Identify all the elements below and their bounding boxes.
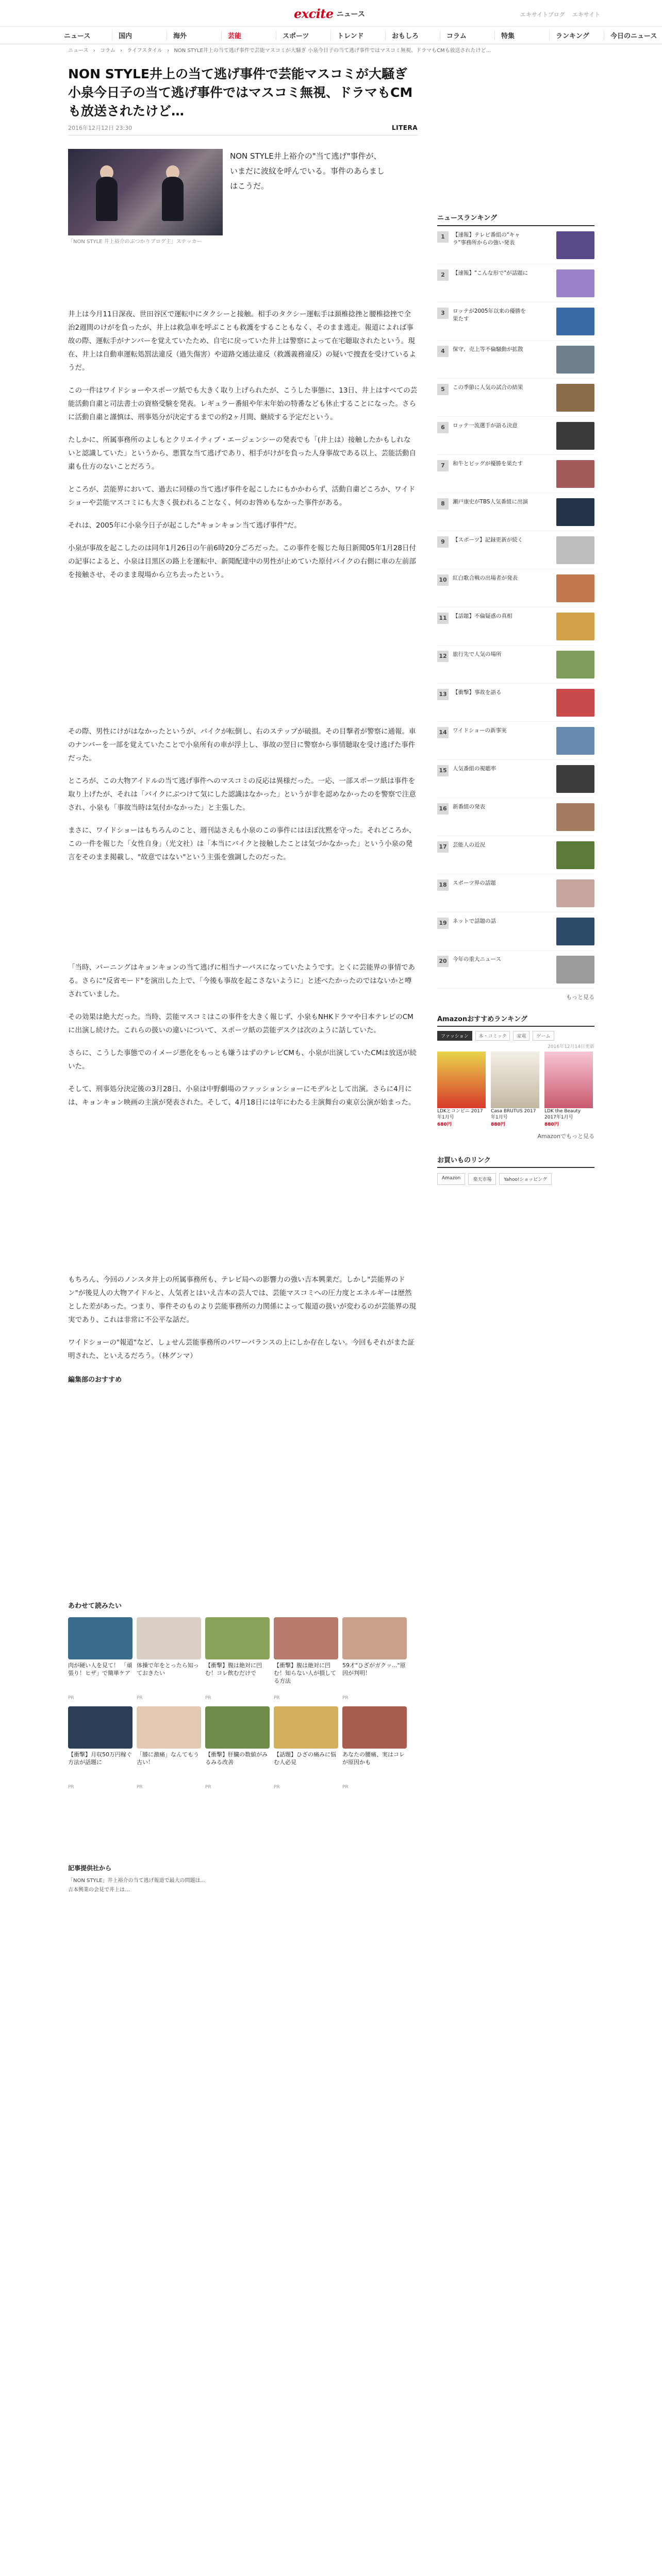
related-text: あなたの腰痛、実はコレが原因かも	[342, 1751, 405, 1766]
editor-recommend-title: 編集部のおすすめ	[68, 1376, 122, 1384]
ranking-thumb	[556, 879, 594, 907]
amazon-cover	[491, 1052, 539, 1108]
ranking-text: 【話題】不倫疑惑の真相	[453, 613, 512, 619]
ranking-title: ニュースランキング	[437, 212, 594, 226]
amazon-cover	[437, 1052, 486, 1108]
ranking-number: 3	[437, 308, 449, 319]
ranking-number: 10	[437, 574, 449, 586]
ranking-number: 14	[437, 727, 449, 738]
ranking-number: 16	[437, 803, 449, 815]
amazon-tab[interactable]: ゲーム	[533, 1031, 554, 1041]
related-src: PR	[137, 1696, 143, 1701]
footer-link[interactable]: 吉本興業の会見で井上は…	[68, 1887, 130, 1893]
ranking-text: 【衝撃】事故を語る	[453, 689, 502, 696]
related-text: 【衝撃】腹は絶対に凹む！コレ飲むだけで	[205, 1662, 262, 1676]
ranking-number: 5	[437, 384, 449, 395]
ranking-thumb	[556, 765, 594, 793]
ranking-thumb	[556, 269, 594, 297]
ranking-item[interactable]	[437, 379, 594, 417]
amazon-title-text: Amazonおすすめランキング	[437, 1015, 527, 1023]
nav-item-sports[interactable]: スポーツ	[276, 30, 331, 40]
article-lead	[68, 149, 418, 246]
related-thumb	[342, 1617, 407, 1659]
amazon-item[interactable]	[437, 1052, 486, 1128]
amazon-cover	[544, 1052, 593, 1108]
related-card[interactable]	[68, 1706, 133, 1791]
ranking-more-link[interactable]: もっと見る	[566, 994, 594, 1001]
related-thumb	[274, 1617, 338, 1659]
ranking-number: 7	[437, 460, 449, 471]
related-thumb	[137, 1706, 201, 1749]
related-text: 【話題】ひざの痛みに悩む人必見	[274, 1751, 336, 1766]
lead-text: NON STYLE井上裕介の"当て逃げ"事件が、いまだに波紋を呼んでいる。事件のあらましはこうだ。	[230, 151, 385, 191]
article-paragraph: まさに、ワイドショーはもちろんのこと、週刊誌さえも小泉のこの事件にはほぼ沈黙を守った。それどころか、この一件を報じた「女性自身」（光文社）は「本当にバイクと接触したことは気づかなかった」という小泉の発言をそのまま掲載し、"故意ではない"という主張を強調したのだった。	[68, 826, 416, 861]
related-card[interactable]	[274, 1706, 338, 1791]
ranking-item[interactable]	[437, 455, 594, 493]
spacer	[68, 1791, 418, 1863]
ranking-text: ネットで話題の話	[453, 918, 496, 924]
related-grid	[68, 1617, 418, 1791]
ranking-text: ロッテ一流選手が語る決意	[453, 422, 518, 429]
amazon-date: 2016年12月14日更新	[548, 1044, 594, 1049]
amazon-tab[interactable]: 家電	[513, 1031, 529, 1041]
nav-item-feature[interactable]: 特集	[495, 30, 550, 40]
ranking-text: 和牛とビッグが優勝を果たす	[453, 461, 523, 467]
ranking-text: 今年の重大ニュース	[453, 956, 501, 962]
amazon-item-price: 680円	[437, 1122, 452, 1127]
amazon-items	[437, 1052, 594, 1128]
related-card[interactable]	[274, 1617, 338, 1702]
ranking-thumb	[556, 651, 594, 679]
shop-title: お買いものリンク	[437, 1155, 594, 1168]
article-date: 2016年12月12日 23:30	[68, 125, 133, 131]
logo-main: excite	[294, 6, 334, 21]
ranking-number: 2	[437, 269, 449, 281]
sidebar	[437, 58, 594, 1185]
amazon-item-title: LDKとコンビニ 2017年1月号	[437, 1109, 483, 1120]
nav-item-news[interactable]: ニュース	[58, 30, 112, 40]
header-link-excite[interactable]: エキサイト	[572, 11, 600, 18]
ranking-number: 20	[437, 956, 449, 967]
article-paragraph: ところが、芸能界において、過去に同様の当て逃げ事件を起こしたにもかかわらず、活動自粛どころか、ワイドショーや芸能マスコミにも大きく扱われることなく、何のお咎めもなかった事件がある。	[68, 485, 416, 507]
nav-item-domestic[interactable]: 国内	[112, 30, 167, 40]
inline-ad-space	[68, 1109, 418, 1264]
amazon-tab[interactable]: 本・コミック	[475, 1031, 510, 1041]
related-card[interactable]	[205, 1617, 270, 1702]
related-thumb	[68, 1617, 133, 1659]
recommend-space	[68, 1384, 418, 1600]
ranking-thumb	[556, 918, 594, 945]
site-header	[0, 0, 662, 27]
ranking-thumb	[556, 803, 594, 831]
shop-link-rakuten[interactable]: 楽天市場	[468, 1173, 496, 1185]
article-paragraph: その効果は絶大だった。当時、芸能マスコミはこの事件を大きく報じず、小泉もNHKドラマや日本テレビのCMに出演し続けた。これらの扱いの違いについて、スポーツ紙の芸能デスクは次のように話していた。	[68, 1013, 413, 1035]
ranking-text: 新番組の発表	[453, 804, 485, 810]
ranking-item[interactable]	[437, 722, 594, 760]
ranking-item[interactable]	[437, 531, 594, 569]
header-links	[520, 10, 600, 19]
ranking-text: 【速報】テレビ番組の"キャラ"事務所からの強い発表	[453, 232, 520, 246]
ranking-thumb	[556, 231, 594, 259]
breadcrumb-item[interactable]: コラム	[100, 48, 115, 54]
nav-item-overseas[interactable]: 海外	[167, 30, 222, 40]
footer-links	[68, 1876, 418, 1895]
ranking-item[interactable]	[437, 951, 594, 989]
ranking-thumb	[556, 346, 594, 374]
amazon-item-title: Casa BRUTUS 2017年1月号	[491, 1109, 536, 1120]
related-thumb	[137, 1617, 201, 1659]
ranking-number: 1	[437, 231, 449, 243]
related-thumb	[342, 1706, 407, 1749]
related-text: 【衝撃】月収50万円稼ぐ方法が話題に	[68, 1751, 132, 1766]
ranking-text: 旅行先で人気の場所	[453, 651, 502, 657]
main-nav	[0, 27, 662, 44]
ranking-thumb	[556, 689, 594, 717]
related-card[interactable]	[342, 1706, 407, 1791]
article-paragraph: もちろん、今回のノンスタ井上の所属事務所も、テレビ局への影響力の強い吉本興業だ。しかし"芸能界のドン"が後見人の大物アイドルと、人気者とはいえ吉本の芸人では、芸能マスコミへの圧力度とエネルギーは歴然とした差があった。つまり、事件そのものより芸能事務所の力関係によって報道の扱いが変わるのが芸能界の現実であり、これは非常に不公平な話だ。	[68, 1276, 416, 1324]
related-card[interactable]	[68, 1617, 133, 1702]
spacer	[437, 1140, 594, 1155]
related-src: PR	[342, 1696, 349, 1701]
ranking-text: 紅白歌合戦の出場者が発表	[453, 575, 518, 581]
ranking-number: 11	[437, 613, 449, 624]
ranking-item[interactable]	[437, 646, 594, 684]
breadcrumb-item[interactable]: ニュース	[68, 48, 89, 54]
nav-item-column[interactable]: コラム	[440, 30, 495, 40]
ranking-number: 13	[437, 689, 449, 700]
related-src: PR	[274, 1785, 280, 1790]
article-paragraph: それは、2005年に小泉今日子が起こした"キョンキョン当て逃げ事件"だ。	[68, 521, 301, 530]
related-src: PR	[68, 1696, 74, 1701]
article-paragraph: 井上は今月11日深夜、世田谷区で運転中にタクシーと接触。相手のタクシー運転手は頚椎捻挫と腰椎捻挫で全治2週間のけがを負ったが、井上は救急車を呼ぶことも救護をすることもなく、そのまま逃走。報道によれば事故の際、運転手がナンバーを覚えていたため、自宅に戻っていた井上は警察によって在宅聴取されたという。現在、井上は自動車運転処罰法違反（過失傷害）や道路交通法違反（救護義務違反）の疑いで捜査を受けているようだ。	[68, 310, 416, 372]
ranking-thumb	[556, 956, 594, 984]
ranking-item[interactable]	[437, 760, 594, 798]
related-text: 「膝に激痛」なんてもう古い！	[137, 1751, 199, 1766]
ranking-thumb	[556, 498, 594, 526]
shop-link-amazon[interactable]: Amazon	[437, 1173, 465, 1185]
main-column	[68, 58, 418, 1895]
ranking-text: スポーツ界の話題	[453, 880, 496, 886]
ranking-thumb	[556, 727, 594, 755]
amazon-item-title: LDK the Beauty 2017年1月号	[544, 1109, 581, 1120]
ranking-text: 保守、売上等不倫騒動が拡散	[453, 346, 523, 352]
inline-ad-space	[68, 582, 418, 716]
related-card[interactable]	[137, 1706, 201, 1791]
ranking-number: 17	[437, 841, 449, 853]
ranking-item[interactable]	[437, 684, 594, 722]
ranking-text: 【速報】"こんな形で"が話題に	[453, 270, 528, 276]
shop-link-yahoo[interactable]: Yahoo!ショッピング	[499, 1173, 552, 1185]
ranking-text: 芸能人の近況	[453, 842, 485, 848]
related-thumb	[205, 1706, 270, 1749]
ranking-number: 6	[437, 422, 449, 433]
nav-item-entertainment[interactable]: 芸能	[222, 30, 276, 40]
ranking-item[interactable]	[437, 417, 594, 455]
ranking-thumb	[556, 384, 594, 412]
site-logo[interactable]	[294, 6, 365, 21]
photo-person	[96, 177, 118, 221]
ranking-item[interactable]	[437, 493, 594, 531]
ranking-item[interactable]	[437, 226, 594, 264]
amazon-item[interactable]	[491, 1052, 539, 1128]
ranking-item[interactable]	[437, 607, 594, 646]
breadcrumb-item[interactable]: ライフスタイル	[127, 48, 162, 54]
ranking-list	[437, 226, 594, 989]
logo-sub: ニュース	[336, 10, 365, 19]
ranking-thumb	[556, 841, 594, 869]
amazon-title	[437, 1013, 594, 1027]
related-card[interactable]	[342, 1617, 407, 1702]
photo-caption: 「NON STYLE 井上裕介のぶつかりブログ主」ステッカー	[68, 239, 202, 245]
article-paragraph: その際、男性にけがはなかったというが、バイクが転倒し、右のステップが破損。その目撃者が警察に通報。車のナンバーを一部を覚えていたことで小泉所有の車が浮上し、事故の翌日に警察から事情聴取を受け逃げた事件だった。	[68, 727, 416, 762]
ranking-number: 4	[437, 346, 449, 357]
ranking-item[interactable]	[437, 912, 594, 951]
sidebar-ad-space	[437, 58, 594, 212]
breadcrumb	[0, 44, 593, 58]
related-text: 肉が硬い人を見て！ 「頑張り！ヒザ」で簡単ケア	[68, 1662, 133, 1676]
article-paragraph: 「当時、バーニングはキョンキョンの当て逃げに相当ナーバスになっていたようです。とくに芸能界の事情である。さらに"反省モード"を演出した上で、「今後も事故を起こさないように」と述べたかったのではないかと噂されていました。	[68, 963, 415, 998]
related-src: PR	[274, 1696, 280, 1701]
breadcrumb-sep: ›	[93, 48, 95, 54]
ranking-item[interactable]	[437, 341, 594, 379]
breadcrumb-sep: ›	[120, 48, 122, 54]
nav-item-trend[interactable]: トレンド	[331, 30, 386, 40]
ranking-item[interactable]	[437, 264, 594, 302]
related-thumb	[68, 1706, 133, 1749]
ranking-number: 12	[437, 651, 449, 662]
ranking-text: ワイドショーの新事実	[453, 727, 507, 734]
article-paragraph: そして、刑事処分決定後の3月28日、小泉は中野劇場のファッションショーにモデルとして出演。さらに4月には、キョンキョン映画の主演が発表された。そして、4月18日には年にわたる主演舞台の東京公演が始まった。	[68, 1085, 416, 1107]
ranking-item[interactable]	[437, 798, 594, 836]
related-text: 体操で年をとったら知っておきたい	[137, 1662, 199, 1676]
related-thumb	[205, 1617, 270, 1659]
related-src: PR	[342, 1785, 349, 1790]
ranking-text: 瀬戸康史がTBS人気番組に出演	[453, 499, 528, 505]
spacer	[437, 1001, 594, 1013]
related-text: 【衝撃】腹は絶対に凹む！知らない人が損してる方法	[274, 1662, 336, 1684]
amazon-item[interactable]	[544, 1052, 593, 1128]
lead-photo[interactable]	[68, 149, 223, 235]
source-logo[interactable]: LITERA	[391, 124, 418, 131]
ranking-thumb	[556, 308, 594, 335]
related-src: PR	[68, 1785, 74, 1790]
ranking-number: 9	[437, 536, 449, 548]
article-paragraph: さらに、こうした事態でのイメージ悪化をもっとも嫌うはずのテレビCMも、小泉が出演していたCMは放送が続いた。	[68, 1049, 417, 1071]
ranking-number: 19	[437, 918, 449, 929]
article-title: NON STYLE井上の当て逃げ事件で芸能マスコミが大騒ぎ 小泉今日子の当て逃げ事件ではマスコミ無視、ドラマもCMも放送されたけど…	[68, 66, 413, 118]
ranking-thumb	[556, 574, 594, 602]
ranking-number: 8	[437, 498, 449, 510]
amazon-tabs	[437, 1031, 594, 1041]
amazon-item-price: 880円	[491, 1122, 505, 1127]
article-meta	[68, 124, 418, 135]
nav-item-ranking[interactable]: ランキング	[550, 30, 604, 40]
ranking-number: 15	[437, 765, 449, 776]
related-src: PR	[205, 1785, 211, 1790]
ranking-thumb	[556, 613, 594, 640]
ranking-text: 人気番組の視聴率	[453, 766, 496, 772]
inline-ad-space	[68, 864, 418, 952]
header-link-blog[interactable]: エキサイトブログ	[520, 11, 565, 18]
related-card[interactable]	[205, 1706, 270, 1791]
related-title: あわせて読みたい	[68, 1602, 122, 1610]
related-src: PR	[137, 1785, 143, 1790]
nav-item-today[interactable]: 今日のニュース	[610, 32, 657, 40]
ranking-thumb	[556, 422, 594, 450]
ranking-text: ロッテが2005年以来の優勝を果たす	[453, 308, 526, 322]
related-text: 【衝撃】肝臓の数値がみるみる改善	[205, 1751, 268, 1766]
ranking-number: 18	[437, 879, 449, 891]
ranking-text: この季節に人気の試合の結果	[453, 384, 523, 391]
amazon-more-link[interactable]: Amazonでもっと見る	[537, 1133, 594, 1140]
shop-links	[437, 1173, 594, 1185]
article-paragraph: 小泉が事故を起こしたのは同年1月26日の午前6時20分ごろだった。この事件を報じた毎日新聞05年1月28日付の記事によると、小泉は目黒区の路上を運転中、新聞配達中の男性が止めていた原付バイクの右側に車の左前部を接触させ、そのまま現場から立ち去ったという。	[68, 544, 416, 579]
ranking-item[interactable]	[437, 569, 594, 607]
amazon-tab[interactable]: ファッション	[437, 1031, 472, 1041]
ranking-thumb	[556, 460, 594, 488]
article-paragraph: ワイドショーの"報道"など、しょせん芸能事務所のパワーバランスの上にしか存在しない。今回もそれがまた証明された、といえるだろう。（林グンマ）	[68, 1338, 415, 1360]
related-thumb	[274, 1706, 338, 1749]
ranking-text: 【スポーツ】記録更新が続く	[453, 537, 523, 543]
ranking-item[interactable]	[437, 874, 594, 912]
article-paragraph: たしかに、所属事務所のよしもとクリエイティブ・エージェンシーの発表でも「(井上は）接触したかもしれないと認識していた」というから、悪質な当て逃げであり、相手がけがを負った人身事故である以上、芸能活動自粛も仕方のないことだろう。	[68, 436, 416, 471]
ranking-thumb	[556, 536, 594, 564]
photo-person	[162, 177, 184, 221]
related-text: 59才"ひざがガクッ..."原因が判明！	[342, 1662, 406, 1676]
related-card[interactable]	[137, 1617, 201, 1702]
amazon-item-price: 880円	[544, 1122, 559, 1127]
footer-link[interactable]: 「NON STYLE」井上裕介の当て逃げ報道で最大の問題は…	[68, 1878, 206, 1884]
article-paragraph: この一件はワイドショーやスポーツ紙でも大きく取り上げられたが、こうした事態に、13日、井上はすべての芸能活動自粛と司法書士の資格受験を発表。レギュラー番組や年末年始の特番なども休止することになった。さらに活動自粛と謹慎は、刑事処分が決定するまでの約2ヶ月間、継続する予定だという。	[68, 386, 418, 421]
nav-item-funny[interactable]: おもしろ	[386, 30, 440, 40]
ranking-item[interactable]	[437, 302, 594, 341]
footer-title: 記事提供社から	[68, 1865, 112, 1872]
breadcrumb-current: NON STYLE井上の当て逃げ事件で芸能マスコミが大騒ぎ 小泉今日子の当て逃げ事件ではマスコミ無視、ドラマもCMも放送されたけど…	[174, 48, 491, 54]
related-src: PR	[205, 1696, 211, 1701]
article-paragraph: ところが、この大物アイドルの当て逃げ事件へのマスコミの反応は異様だった。一応、一部スポーツ紙は事件を取り上げたが、それは「バイクにぶつけて気にした認識はなかった」というが非を認めなかったのを警察で注意され、小泉も「事故当時は気付かなかった」と主張した。	[68, 777, 416, 812]
breadcrumb-sep: ›	[167, 48, 170, 54]
ranking-item[interactable]	[437, 836, 594, 874]
